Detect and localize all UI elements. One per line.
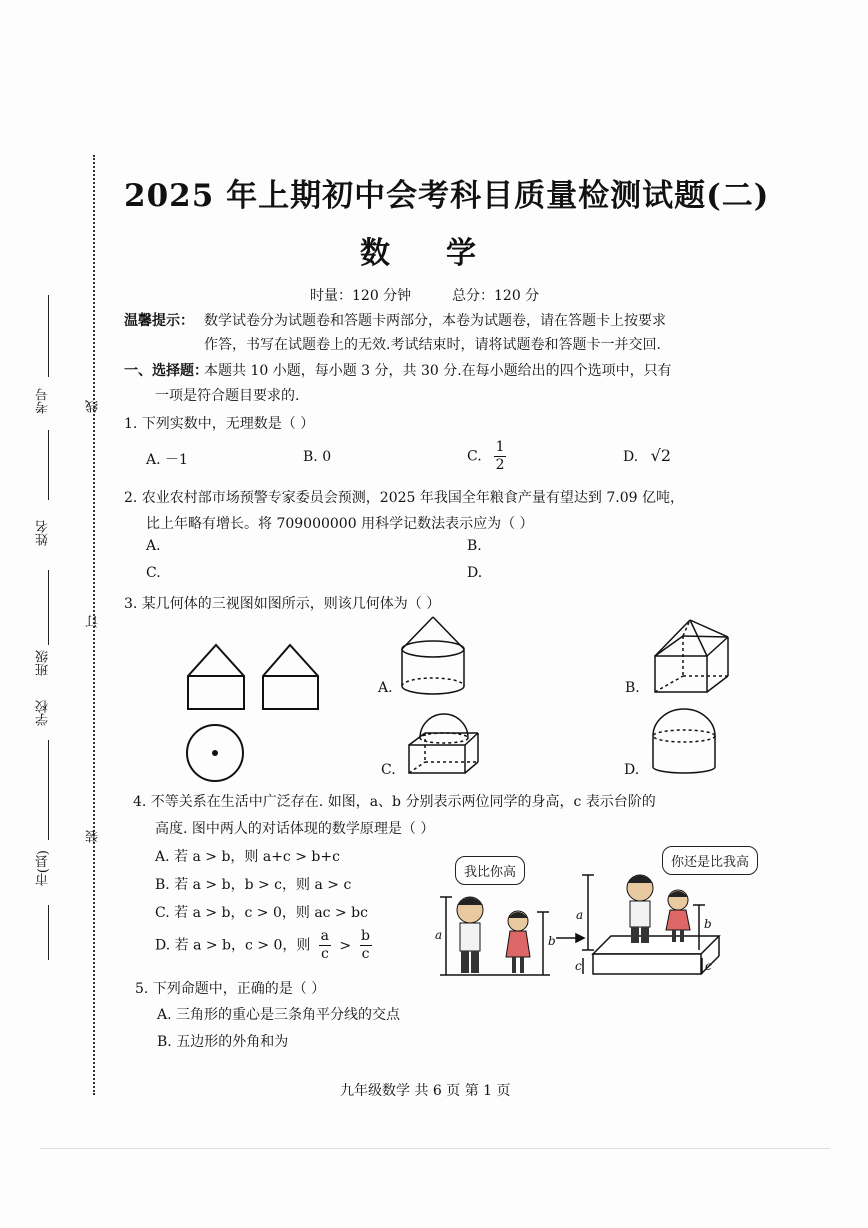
page-footer: 九年级数学 共 6 页 第 1 页 [340,1083,511,1099]
time-label: 时量：120 分钟 [310,288,412,304]
tip-line-2: 作答，书写在试题卷上的无效.考试结束时，请将试题卷和答题卡一并交回. [204,337,661,353]
q4-d-a: a [320,928,330,944]
staple-mark: 订 [86,615,101,628]
class-line [48,570,49,645]
q4-stem-1: 4. 不等关系在生活中广泛存在. 如图，a、b 分别表示两位同学的身高，c 表示台阶的 [133,794,656,810]
q4-d-text: D. 若 a > b，c > 0，则 [155,937,311,954]
section-intro-1: 本题共 10 小题，每小题 3 分，共 30 分.在每小题给出的四个选项中，只有 [204,363,672,379]
short-student-left [506,911,530,973]
exam-title: 2025 年上期初中会考科目质量检测试题(二) [124,178,770,214]
q1-c-denominator: 2 [495,457,505,473]
option-a-solid [402,617,464,694]
q1-c-fraction [494,440,506,473]
option-c-solid [409,714,478,773]
q5-stem: 5. 下列命题中，正确的是（ ） [135,981,326,997]
q1-d-label: D. [623,449,639,465]
school-line [48,740,49,840]
q1-option-c [467,440,506,473]
score-label: 总分：120 分 [452,288,540,304]
bind-mark: 装 [86,830,101,843]
q3-option-c: C. [381,762,396,778]
fig-label-b-right: b [704,917,712,931]
side-view [263,645,318,709]
q5-option-a: A. 三角形的重心是三条角平分线的交点 [157,1007,401,1023]
line-mark: 线 [86,400,101,413]
q2-stem-2: 比上年略有增长。将 709000000 用科学记数法表示应为（ ） [146,516,534,532]
section-intro-2: 一项是符合题目要求的. [155,388,300,404]
tall-student-left [457,897,483,973]
short-student-right [666,890,690,942]
q3-option-a: A. [378,680,393,696]
section-heading: 一、选择题： [124,363,208,379]
city-line [48,905,49,960]
q1-stem: 1. 下列实数中，无理数是（ ） [124,416,315,432]
q2-option-c: C. [146,565,161,581]
q5-option-b: B. 五边形的外角和为 [157,1034,289,1050]
q4-option-c: C. 若 a > b，c > 0，则 ac > bc [155,905,368,921]
q4-d-c2: c [361,946,370,962]
school-label: 学校 [36,700,51,726]
q3-option-d: D. [624,762,640,778]
q4-option-a: A. 若 a > b，则 a+c > b+c [155,849,340,865]
q4-d-frac-a [319,929,331,962]
q4-d-c1: c [320,946,329,962]
q4-option-d [155,929,372,962]
q3-stem: 3. 某几何体的三视图如图所示，则该几何体为（ ） [124,596,441,612]
option-d-solid [653,709,715,773]
q1-option-d [623,446,671,465]
q3-option-b: B. [625,680,640,696]
q4-d-gt: > [339,937,352,954]
q1-option-a: A. －1 [146,452,188,468]
class-label: 班级 [36,650,51,676]
top-view [187,725,243,781]
tall-student-right [627,875,653,943]
exam-number-label: 考号 [36,388,51,414]
city-label: 市(县) [36,850,51,887]
fig-label-c-left: c [575,959,582,973]
q4-stem-2: 高度. 图中两人的对话体现的数学原理是（ ） [155,821,435,837]
speech-bubble-right: 你还是比我高 [662,846,758,875]
top-view-center-dot [212,750,218,756]
tip-line-1: 数学试卷分为试题卷和答题卡两部分，本卷为试题卷，请在答题卡上按要求 [204,313,666,329]
exam-number-line [48,295,49,377]
fig-label-a-left: a [435,928,443,942]
q4-option-b: B. 若 a > b，b > c，则 a > c [155,877,352,893]
fig-label-c-right: c [705,959,712,973]
fig-label-a-right: a [576,908,584,922]
speech-bubble-left: 我比你高 [455,856,525,885]
q1-d-value: √2 [650,446,672,465]
right-scene [582,875,719,974]
q2-option-d: D. [467,565,483,581]
left-scene [440,897,550,975]
front-view [188,645,244,709]
q1-option-b: B. 0 [303,449,332,465]
q2-option-b: B. [467,538,482,554]
q4-d-frac-b [360,929,372,962]
option-b-solid [655,620,728,692]
subject-title: 数学 [360,236,532,271]
q2-option-a: A. [146,538,161,554]
scene-arrow [556,934,584,942]
bottom-rule [40,1148,830,1149]
q1-c-label: C. [467,448,482,465]
q4-d-b: b [361,928,370,944]
q1-c-numerator: 1 [495,439,505,455]
name-label: 姓名 [36,520,51,546]
tip-label: 温馨提示： [124,313,194,329]
fig-label-b-left: b [548,934,556,948]
q2-stem-1: 2. 农业农村部市场预警专家委员会预测，2025 年我国全年粮食产量有望达到 7.09 亿吨， [124,490,684,506]
name-line [48,430,49,500]
